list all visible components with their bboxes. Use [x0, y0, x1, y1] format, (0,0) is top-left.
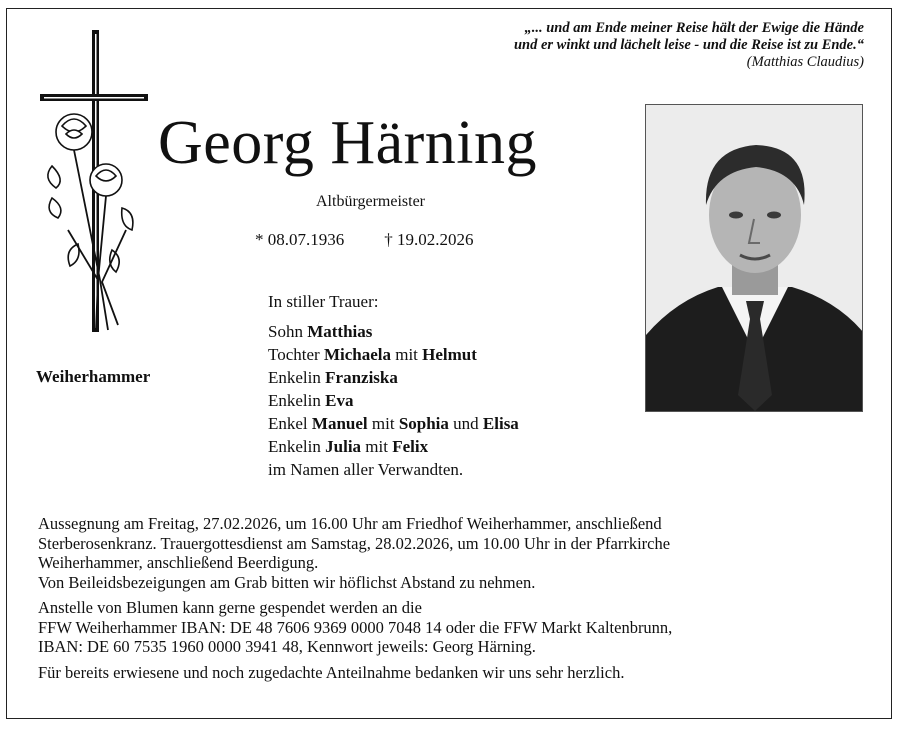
donation-line-2: FFW Weiherhammer IBAN: DE 48 7606 9369 0000 7048 14 oder die FFW Markt Kaltenbrunn,	[38, 617, 673, 637]
mourner-relation: mit	[367, 414, 399, 433]
mourner-line	[268, 458, 519, 481]
mourner-line	[268, 412, 519, 435]
mourner-line	[268, 343, 519, 366]
mourner-relation: und	[448, 414, 483, 433]
condolence-note: Von Beileidsbezeigungen am Grab bitten wir höflichst Abstand zu nehmen.	[38, 572, 536, 592]
mourner-name: Eva	[325, 391, 354, 410]
mourner-relation: Enkelin	[268, 437, 326, 456]
mourner-line	[268, 366, 519, 389]
funeral-line-3: Weiherhammer, anschließend Beerdigung.	[38, 553, 319, 572]
place-name: Weiherhammer	[36, 367, 151, 386]
quote-block	[514, 20, 864, 71]
portrait-photo	[645, 104, 863, 412]
mourner-name: Julia	[325, 437, 362, 456]
funeral-line-2: Sterberosenkranz. Trauergottesdienst am Samstag, 28.02.2026, um 10.00 Uhr in der Pfarrkirche	[38, 533, 671, 553]
donation-line-1: Anstelle von Blumen kann gerne gespendet werden an die	[38, 598, 422, 617]
thanks-note: Für bereits erwiesene und noch zugedachte Anteilnahme bedanken wir uns sehr herzlich.	[38, 662, 625, 682]
mourner-name: Helmut	[422, 345, 477, 364]
funeral-line-1: Aussegnung am Freitag, 27.02.2026, um 16.00 Uhr am Friedhof Weiherhammer, anschließend	[38, 514, 662, 533]
mourner-relation: Enkelin	[268, 368, 326, 387]
mourner-name: Manuel	[311, 414, 368, 433]
mourner-relation: Enkel	[268, 414, 312, 433]
mourner-name: Sophia	[398, 414, 449, 433]
mourner-relation: mit	[390, 345, 423, 364]
mourner-line	[268, 389, 519, 412]
mourner-name: Matthias	[307, 322, 373, 341]
birth-date: * 08.07.1936	[255, 230, 345, 249]
quote-line-1: „... und am Ende meiner Reise hält der Ewige die Hände	[524, 20, 864, 36]
deceased-role: Altbürgermeister	[316, 193, 426, 210]
mourner-name: Franziska	[325, 368, 398, 387]
death-date: † 19.02.2026	[384, 230, 474, 249]
quote-line-2: und er winkt und lächelt leise - und die Reise ist zu Ende.“	[513, 37, 864, 53]
mourner-relation: mit	[361, 437, 393, 456]
funeral-notice	[38, 514, 868, 682]
mourner-name: Felix	[392, 437, 429, 456]
mourner-line	[268, 320, 519, 343]
mourner-name: Elisa	[482, 414, 519, 433]
mourner-relation: Enkelin	[268, 391, 326, 410]
donation-line-3: IBAN: DE 60 7535 1960 0000 3941 48, Kennwort jeweils: Georg Härning.	[38, 637, 536, 656]
deceased-name: Georg Härning	[158, 109, 537, 177]
mourner-lines	[268, 320, 519, 481]
life-dates	[255, 230, 514, 250]
mourner-name: Michaela	[323, 345, 391, 364]
cross-with-roses-icon	[38, 30, 148, 340]
mourner-line	[268, 435, 519, 458]
mourners-list	[268, 290, 519, 481]
quote-author: (Matthias Claudius)	[746, 54, 864, 70]
mourner-relation: Tochter	[268, 345, 324, 364]
mourners-intro: In stiller Trauer:	[268, 292, 379, 311]
mourner-relation: Sohn	[268, 322, 308, 341]
mourner-relation: im Namen aller Verwandten.	[268, 460, 464, 479]
